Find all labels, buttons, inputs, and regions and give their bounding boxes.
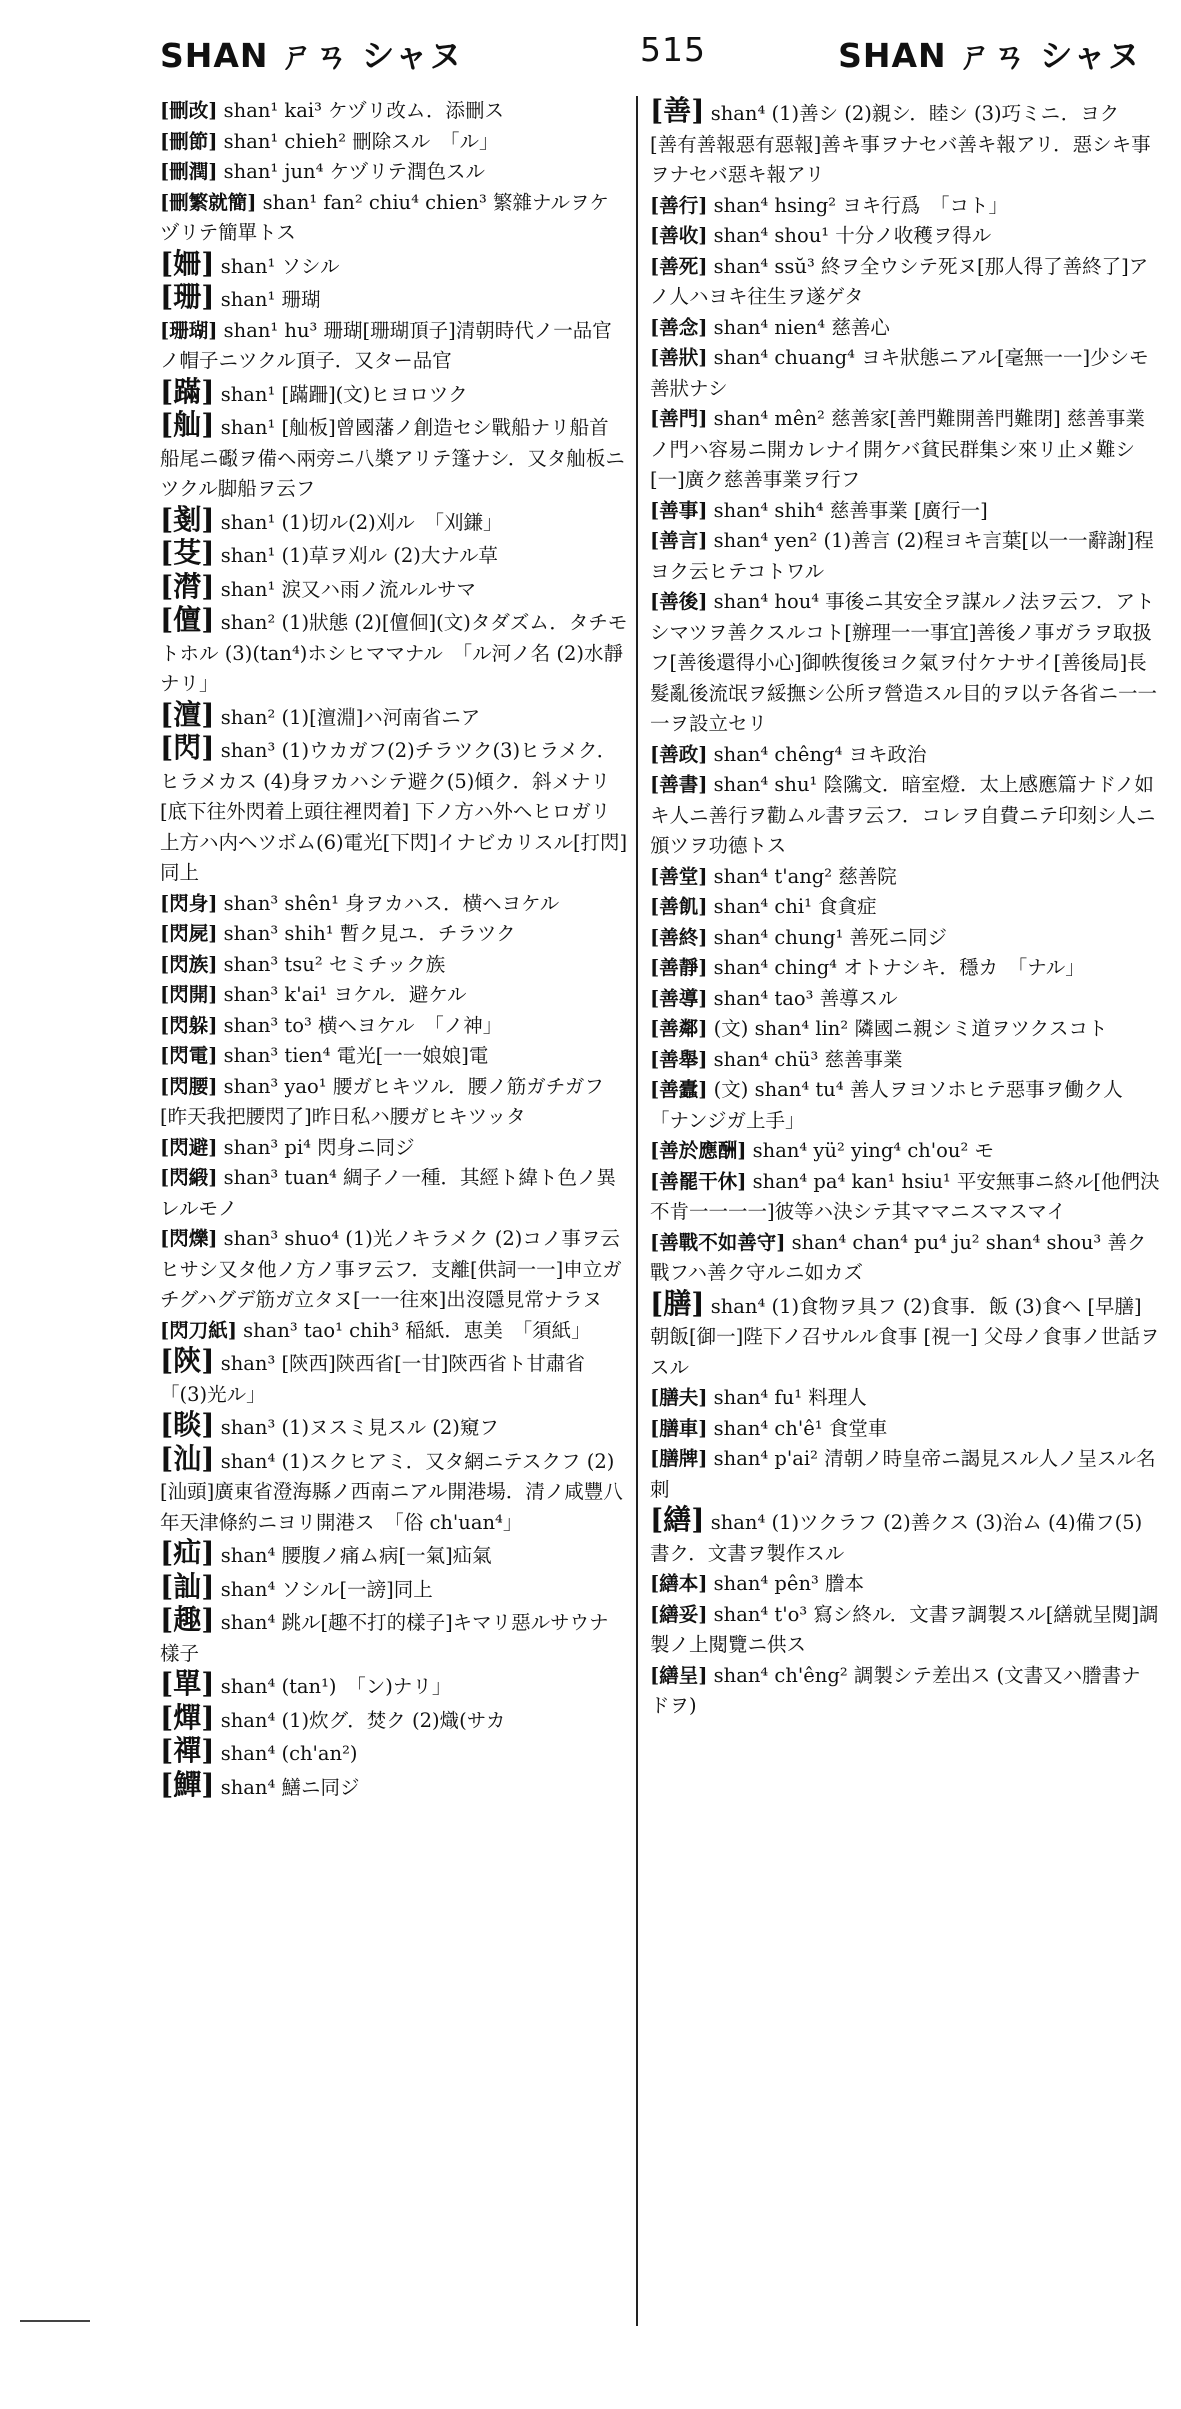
entry-definition: shan⁴ shou¹ 十分ノ收穫ヲ得ル [707,224,992,247]
dictionary-entry [650,1600,1160,1661]
entry-headword: [閃躲] [160,1013,218,1037]
entry-definition: shan⁴ chü³ 慈善事業 [707,1047,903,1071]
entry-headword: [善收] [650,224,708,247]
dictionary-entry [650,587,1160,740]
dictionary-entry [160,919,628,950]
dictionary-entry [650,1414,1160,1445]
entry-headword: [善戰不如善守] [650,1230,786,1254]
entry-headword: [善終] [650,925,708,949]
entry-headword: [刪節] [160,129,218,153]
dictionary-entry [650,1383,1160,1414]
entry-headword: [善言] [650,529,708,552]
entry-definition: shan¹ 珊瑚 [214,288,321,311]
dictionary-entry [650,1505,1160,1569]
dictionary-entry [650,221,1160,252]
entry-definition: shan⁴ pa⁴ kan¹ hsiu¹ 平安無事ニ終ル[他們決不肯一一一一]彼等ハ決シテ其ママニスマスマイ [650,1169,1160,1223]
dictionary-entry [650,1014,1160,1045]
entry-definition: shan³ tuan⁴ 綢子ノ一種．其經ト緯ト色ノ異レルモノ [160,1166,617,1220]
entry-definition: shan³ (1)ヌスミ見スル (2)窺フ [214,1416,499,1439]
dictionary-entry [650,313,1160,344]
entry-definition: shan³ pi⁴ 閃身ニ同ジ [217,1135,415,1159]
entry-definition: shan³ tao¹ chih³ 稲紙．恵美 「須紙」 [236,1318,591,1342]
dictionary-entry [650,1167,1160,1228]
dictionary-entry [650,862,1160,893]
entry-definition: shan⁴ t'o³ 寫シ終ル．文書ヲ調製スル[繕就呈閱]調製ノ上閱覽ニ供ス [650,1602,1159,1656]
dictionary-entry [160,1700,628,1737]
entry-definition: shan¹ (1)切ル(2)刈ル 「刈鎌」 [214,510,503,534]
dictionary-entry [650,923,1160,954]
entry-definition: shan¹ (1)草ヲ刈ル (2)大ナル草 [214,544,498,567]
entry-definition: shan⁴ nien⁴ 慈善心 [707,315,890,339]
entry-definition: shan³ shih¹ 暫ク見ユ．チラツク [217,922,516,945]
dictionary-entry [160,96,628,127]
entry-headword: [姍] [160,246,215,280]
entry-headword: [閃爍] [160,1227,218,1250]
entry-headword: [珊瑚] [160,318,218,342]
dictionary-entry [160,538,628,572]
entry-definition: shan⁴ (1)食物ヲ具フ (2)食事．飯 (3)食ヘ [早膳]朝飯[御一]陛下ノ召サルル食事 [視一] 父母ノ食事ノ世話ヲスル [650,1294,1160,1379]
entry-headword: [閃電] [160,1044,218,1067]
entry-headword: [刪繁就簡] [160,190,257,214]
dictionary-entry [160,1163,628,1224]
entry-headword: [珊] [160,280,215,313]
entry-headword: [膳牌] [650,1447,708,1470]
dictionary-entry [650,740,1160,771]
entry-definition: shan² (1)[澶淵]ハ河南省ニア [214,705,481,729]
dictionary-entry [160,127,628,158]
entry-headword: [善堂] [650,864,708,888]
entry-definition: shan¹ [蹣跚](文)ヒヨロツク [214,382,468,406]
entry-definition: shan⁴ hou⁴ 事後ニ其安全ヲ謀ルノ法ヲ云フ．アトシマツヲ善クスルコト[辦理一一事宜]善後ノ事ガラヲ取扱フ[善後還得小心]御帙復後ヨク氣ヲ付ケナサイ[善後局]長髮亂後流氓ヲ綏撫シ公所ヲ營造スル目的ヲ以テ各省ニ一一一ヲ設立セリ [650,590,1158,735]
column-divider [636,96,638,2326]
dictionary-entry [650,496,1160,527]
entry-headword: [善蠹] [650,1078,708,1101]
dictionary-entry [160,1041,628,1072]
entry-definition: shan⁴ (1)炊グ．焚ク (2)熾(サカ [214,1708,506,1732]
entry-headword: [善導] [650,986,708,1010]
dictionary-entry [160,188,628,249]
header-left-guideword: SHAN ㄕㄢ シャヌ [160,36,463,75]
entry-definition: shan¹ fan² chiu⁴ chien³ 繁雜ナルヲケヅリテ簡單トス [160,190,609,244]
entry-headword: [趣] [160,1603,215,1636]
dictionary-entry [650,1136,1160,1167]
entry-definition: shan⁴ tao³ 善導スル [707,986,898,1010]
dictionary-entry [160,1410,628,1444]
entry-definition: shan¹ hu³ 珊瑚[珊瑚頂子]清朝時代ノ一品官ノ帽子ニツクル頂子．又ター品官 [160,318,612,372]
right-column [650,96,1160,2349]
dictionary-entry [160,1767,628,1804]
entry-definition: shan⁴ fu¹ 料理人 [707,1386,867,1409]
entry-headword: [鱓] [160,1767,215,1801]
entry-headword: [閃身] [160,891,218,915]
entry-definition: shan⁴ 跳ル[趣不打的樣子]キマリ惡ルサウナ樣子 [160,1611,609,1665]
entry-headword: [訕] [160,1569,215,1603]
entry-headword: [善] [650,96,705,127]
entry-headword: [善事] [650,498,708,522]
page-header [160,22,1141,82]
entry-definition: shan⁴ (1)善シ (2)親シ．睦シ (3)巧ミニ．ヨク [善有善報惡有惡報]善キ事ヲナセバ善キ報アリ．惡シキ事ヲナセバ惡キ報アリ [650,102,1151,186]
footer-rule [20,2320,90,2322]
entry-definition: shan³ k'ai¹ ヨケル．避ケル [217,983,467,1006]
dictionary-entry [160,1669,628,1703]
entry-headword: [剗] [160,502,215,536]
entry-definition: shan⁴ yü² ying⁴ ch'ou² モ [746,1139,994,1162]
entry-headword: [繕] [650,1503,705,1536]
entry-headword: [燀] [160,1700,215,1734]
entry-headword: [閃族] [160,952,218,976]
entry-definition: shan⁴ (1)スクヒアミ．又タ網ニテスクフ (2)[汕頭]廣東省澄海縣ノ西南ニアル開港場．清ノ咸豐八年天津條約ニヨリ開港ス 「俗 ch'uan⁴」 [160,1449,623,1534]
entry-definition: shan¹ chieh² 刪除スル 「ル」 [217,129,499,153]
dictionary-entry [650,343,1160,404]
entry-definition: shan⁴ ching⁴ オトナシキ．穩カ 「ナル」 [707,956,1085,979]
entry-headword: [芟] [160,536,215,569]
dictionary-entry [160,980,628,1011]
dictionary-entry [160,569,628,606]
entry-headword: [閃刀紙] [160,1318,237,1342]
entry-headword: [膳夫] [650,1386,708,1409]
dictionary-entry [160,1224,628,1316]
dictionary-entry [650,404,1160,496]
entry-definition: shan³ [陝西]陝西省[一甘]陝西省ト甘肅省 「(3)光ル」 [160,1352,605,1406]
dictionary-entry [160,282,628,316]
entry-headword: [刪改] [160,99,218,122]
dictionary-entry [650,1444,1160,1505]
dictionary-entry [160,1072,628,1133]
entry-headword: [睒] [160,1408,215,1441]
dictionary-entry [650,770,1160,862]
entry-definition: shan⁴ chêng⁴ ヨキ政治 [707,742,927,766]
dictionary-entry [160,1441,628,1539]
dictionary-entry [650,96,1160,191]
entry-definition: shan³ (1)ウカガフ(2)チラツク(3)ヒラメク．ヒラメカス (4)身ヲカハシテ避ク(5)傾ク．斜メナリ[底下往外閃着上頭往裡閃着] 下ノ方ハ外ヘヒロガリ上方ハ内ヘツボム(6)電光[下閃]イナビカリスル[打閃]同上 [160,739,628,884]
entry-headword: [善死] [650,254,708,278]
entry-headword: [善鄰] [650,1017,708,1040]
dictionary-entry [160,410,628,505]
entry-headword: [善舉] [650,1047,708,1071]
dictionary-entry [650,1569,1160,1600]
entry-headword: [禪] [160,1734,215,1767]
entry-definition: shan¹ 涙又ハ雨ノ流ルルサマ [214,577,476,601]
dictionary-entry [160,1346,628,1410]
entry-definition: shan⁴ t'ang² 慈善院 [707,864,897,888]
entry-definition: shan¹ ソシル [214,254,340,278]
dictionary-entry [160,889,628,920]
entry-headword: [繕妥] [650,1602,708,1626]
entry-headword: [善狀] [650,346,708,369]
dictionary-entry [160,316,628,377]
entry-definition: shan³ tsu² セミチック族 [217,952,446,976]
entry-headword: [善書] [650,773,708,796]
entry-definition: shan³ to³ 横ヘヨケル 「ノ神」 [217,1013,503,1037]
entry-definition: shan⁴ yen² (1)善言 (2)程ヨキ言葉[以一一辭謝]程ヨク云ヒテコトワル [650,529,1154,583]
entry-headword: [疝] [160,1536,215,1569]
entry-headword: [善後] [650,590,708,613]
dictionary-entry [160,1605,628,1669]
entry-definition: shan³ yao¹ 腰ガヒキツル．腰ノ筋ガチガフ[昨天我把腰閃了]昨日私ハ腰ガヒキツッタ [160,1074,604,1128]
entry-headword: [閃避] [160,1135,218,1159]
entry-headword: [善念] [650,315,708,339]
dictionary-entry [160,502,628,539]
entry-definition: shan⁴ chan⁴ pu⁴ ju² shan⁴ shou³ 善ク戰フハ善ク守ルニ如カズ [650,1230,1147,1284]
dictionary-entry [160,605,628,700]
header-right-guideword: SHAN ㄕㄢ シャヌ [838,36,1141,75]
entry-definition: shan⁴ p'ai² 清朝ノ時皇帝ニ謁見スル人ノ呈スル名刺 [650,1447,1156,1501]
dictionary-entry [650,953,1160,984]
dictionary-entry [650,1286,1160,1384]
entry-definition: shan⁴ mên² 慈善家[善門難開善門難閉] 慈善事業ノ門ハ容易ニ開カレナイ開ケバ貧民群集シ來リ止メ難シ [一]廣ク慈善事業ヲ行フ [650,407,1155,491]
entry-headword: [陝] [160,1344,215,1377]
entry-definition: shan¹ jun⁴ ケヅリテ潤色スル [217,160,486,183]
dictionary-entry [650,892,1160,923]
entry-headword: [汕] [160,1441,215,1475]
entry-headword: [善靜] [650,956,708,979]
dictionary-entry [160,1736,628,1770]
dictionary-entry [650,1075,1160,1136]
entry-definition: shan⁴ ソシル[一謗]同上 [214,1577,433,1601]
entry-headword: [閃緞] [160,1166,218,1189]
entry-headword: [繕本] [650,1572,708,1595]
entry-headword: [善門] [650,407,708,430]
dictionary-entry [160,697,628,734]
entry-headword: [膳車] [650,1416,708,1440]
dictionary-entry [160,1133,628,1164]
page-number: 515 [640,30,706,69]
entry-definition: shan⁴ (1)ツクラフ (2)善クス (3)治ム (4)備フ(5)書ク．文書ヲ製作スル [650,1511,1143,1565]
left-column [160,96,628,2349]
entry-definition: shan⁴ hsing² ヨキ行爲 「コト」 [707,193,1009,217]
entry-headword: [善飢] [650,895,708,918]
dictionary-entry [650,984,1160,1015]
dictionary-entry [650,191,1160,222]
entry-definition: shan⁴ (tan¹) 「ン)ナリ」 [214,1675,452,1698]
entry-headword: [閃開] [160,983,218,1006]
dictionary-entry [160,1316,628,1347]
entry-headword: [蹣] [160,374,215,408]
entry-headword: [繕呈] [650,1663,708,1687]
entry-headword: [潸] [160,569,215,603]
dictionary-entry [650,526,1160,587]
entry-definition: shan⁴ ssŭ³ 終ヲ全ウシテ死ヌ[那人得了善終了]アノ人ハヨキ往生ヲ遂ゲタ [650,254,1149,308]
entry-headword: [善於應酬] [650,1139,747,1162]
dictionary-entry [160,733,628,889]
entry-definition: shan⁴ ch'êng² 調製シテ差出ス (文書又ハ謄書ナドヲ) [650,1663,1141,1717]
entry-definition: shan⁴ ch'ê¹ 食堂車 [707,1416,888,1440]
entry-definition: shan⁴ chung¹ 善死ニ同ジ [707,925,948,949]
entry-headword: [單] [160,1667,215,1700]
dictionary-entry [160,950,628,981]
dictionary-entry [650,252,1160,313]
entry-headword: [善罷干休] [650,1169,747,1193]
entry-definition: (文) shan⁴ tu⁴ 善人ヲヨソホヒテ惡事ヲ働ク人 「ナンジガ上手」 [650,1078,1143,1132]
entry-definition: shan⁴ chi¹ 食貪症 [707,895,877,918]
entry-definition: (文) shan⁴ lin² 隣國ニ親シミ道ヲツクスコト [707,1017,1108,1040]
entry-definition: shan⁴ (ch'an²) [214,1742,358,1765]
entry-definition: shan⁴ shu¹ 陰隲文．暗室燈．太上感應篇ナドノ如キ人ニ善行ヲ勸ムル書ヲ云フ．コレヲ自費ニテ印刻シ人ニ頒ツヲ功德トス [650,773,1156,857]
dictionary-entry [160,374,628,411]
entry-definition: shan⁴ chuang⁴ ヨキ狀態ニアル[毫無一一]少シモ善狀ナシ [650,346,1149,400]
dictionary-entry [160,1538,628,1572]
dictionary-entry [160,1569,628,1606]
entry-definition: shan⁴ 鱔ニ同ジ [214,1775,360,1799]
entry-headword: [善政] [650,742,708,766]
entry-headword: [閃屍] [160,922,218,945]
dictionary-entry [160,1011,628,1042]
entry-headword: [善行] [650,193,708,217]
entry-definition: shan⁴ pên³ 謄本 [707,1572,865,1595]
dictionary-entry [650,1661,1160,1722]
entry-headword: [閃腰] [160,1074,218,1098]
entry-definition: shan² (1)狀態 (2)[儃佪](文)タダズム．タチモトホル (3)(tan⁴)ホシヒママナル 「ル河ノ名 (2)水靜ナリ」 [160,611,628,695]
dictionary-entry [650,1228,1160,1289]
dictionary-entry [160,157,628,188]
dictionary-entry [650,1045,1160,1076]
entry-definition: shan¹ [舢板]曾國藩ノ創造セシ戰船ナリ船首船尾ニ礟ヲ備ヘ兩旁ニ八槳アリテ篷ナシ．又タ舢板ニツクル脚船ヲ云フ [160,416,625,500]
entry-definition: shan³ shuo⁴ (1)光ノキラメク (2)コノ事ヲ云ヒサシ又タ他ノ方ノ事ヲ云フ．支離[供詞一一]申立ガチグハグデ筋ガ立タヌ[一一往來]出沒隱見常ナラヌ [160,1227,622,1311]
entry-headword: [舢] [160,408,215,441]
dictionary-entry [160,246,628,283]
entry-definition: shan¹ kai³ ケヅリ改ム．添刪ス [217,99,505,122]
entry-headword: [閃] [160,731,215,764]
entry-definition: shan⁴ 腰腹ノ痛ム病[一氣]疝氣 [214,1544,492,1567]
entry-definition: shan⁴ shih⁴ 慈善事業 [廣行一] [707,498,988,522]
entry-definition: shan³ shên¹ 身ヲカハス．横ヘヨケル [217,891,560,915]
entry-headword: [刪潤] [160,160,218,183]
entry-definition: shan³ tien⁴ 電光[一一娘娘]電 [217,1044,489,1067]
entry-headword: [儃] [160,603,215,636]
entry-headword: [膳] [650,1286,705,1320]
entry-headword: [澶] [160,697,215,731]
